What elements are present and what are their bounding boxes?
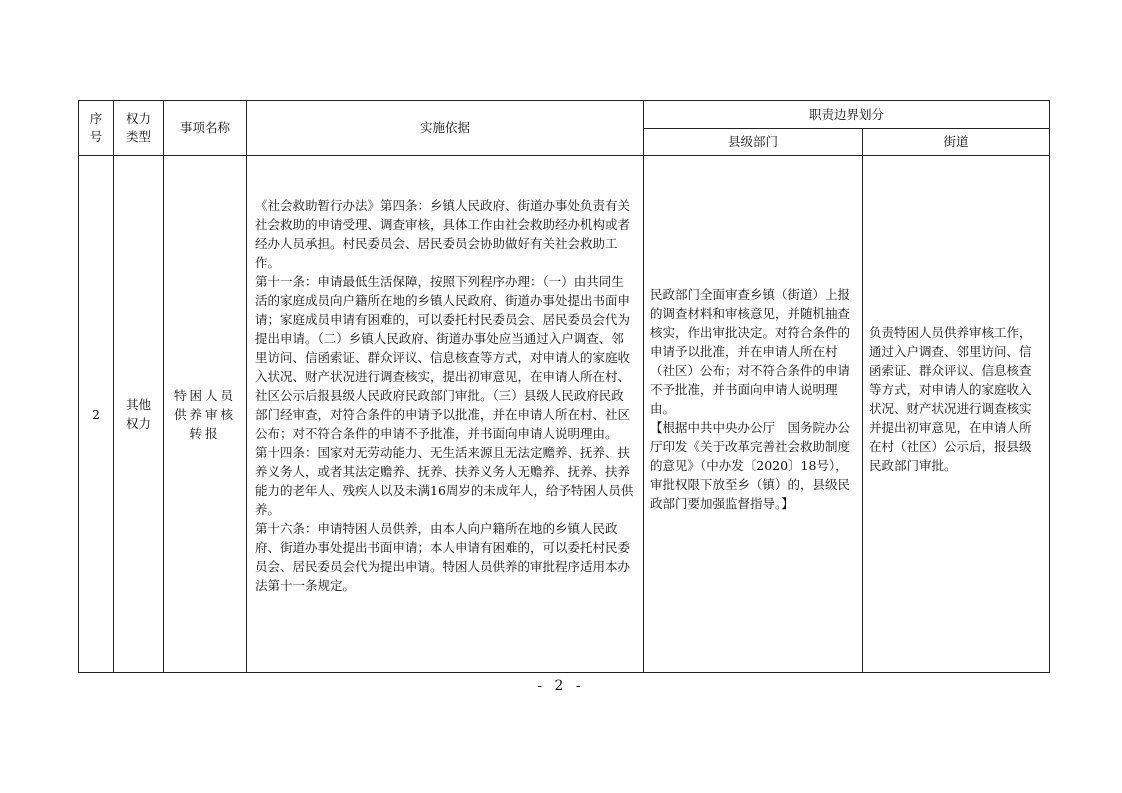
county-paragraph: 民政部门全面审查乡镇（街道）上报的调查材料和审核意见，并随机抽查核实，作出审批决定。对符合条件的申请予以批准，并在申请人所在村（社区）公布；对不符合条件的申请不予批准，并书面向申请人说明理由。 — [650, 287, 851, 416]
header-type: 权力类型 — [114, 101, 164, 156]
row-street: 负责特困人员供养审核工作，通过入户调查、邻里访问、信函索证、群众评议、信息核查等方式，对申请人的家庭收入状况、财产状况进行调查核实并提出初审意见，在申请人所在村（社区）公示后，报县级民政部门审批。 — [863, 156, 1050, 673]
basis-paragraph: 第十一条：申请最低生活保障，按照下列程序办理：（一）由共同生活的家庭成员向户籍所在地的乡镇人民政府、街道办事处提出书面申请；家庭成员申请有困难的，可以委托村民委员会、居民委员会代为提出申请。（二）乡镇人民政府、街道办事处应当通过入户调查、邻里访问、信函索证、群众评议、信息核查等方式，对申请人的家庭收入状况、财产状况进行调查核实，提出初审意见，在申请人所在村、社区公示后报县级人民政府民政部门审批。（三）县级人民政府民政部门经审查，对符合条件的申请予以批准，并在申请人所在村、社区公布；对不符合条件的申请不予批准，并书面向申请人说明理由。 — [255, 274, 631, 441]
county-note: 【根据中共中央办公厅 国务院办公厅印发《关于改革完善社会救助制度的意见》（中办发〔2020〕18号），审批权限下放至乡（镇）的，县级民政部门要加强监督指导。】 — [650, 420, 851, 511]
header-county: 县级部门 — [644, 129, 863, 156]
basis-paragraph: 第十六条：申请特困人员供养，由本人向户籍所在地的乡镇人民政府、街道办事处提出书面申请；本人申请有困难的，可以委托村民委员会、居民委员会代为提出申请。特困人员供养的审批程序适用本办法第十一条规定。 — [255, 521, 631, 593]
table-row — [79, 156, 1050, 673]
basis-paragraph: 《社会救助暂行办法》第四条：乡镇人民政府、街道办事处负责有关社会救助的申请受理、调查审核，具体工作由社会救助经办机构或者经办人员承担。村民委员会、居民委员会协助做好有关社会救助工作。 — [255, 198, 631, 270]
header-street: 街道 — [863, 129, 1050, 156]
row-name: 特困人员供养审核转报 — [164, 156, 247, 673]
header-responsibility: 职责边界划分 — [644, 101, 1050, 129]
row-seq: 2 — [79, 156, 114, 673]
basis-paragraph: 第十四条：国家对无劳动能力、无生活来源且无法定赡养、抚养、扶养义务人，或者其法定赡养、抚养、扶养义务人无赡养、抚养、扶养能力的老年人、残疾人以及未满16周岁的未成年人，给予特困人员供养。 — [255, 445, 634, 517]
header-basis: 实施依据 — [247, 101, 644, 156]
row-basis — [247, 156, 644, 673]
responsibility-table — [78, 100, 1050, 673]
header-seq: 序号 — [79, 101, 114, 156]
row-county — [644, 156, 863, 673]
header-name: 事项名称 — [164, 101, 247, 156]
page-number: - 2 - — [537, 678, 585, 694]
row-type: 其他权力 — [114, 156, 164, 673]
